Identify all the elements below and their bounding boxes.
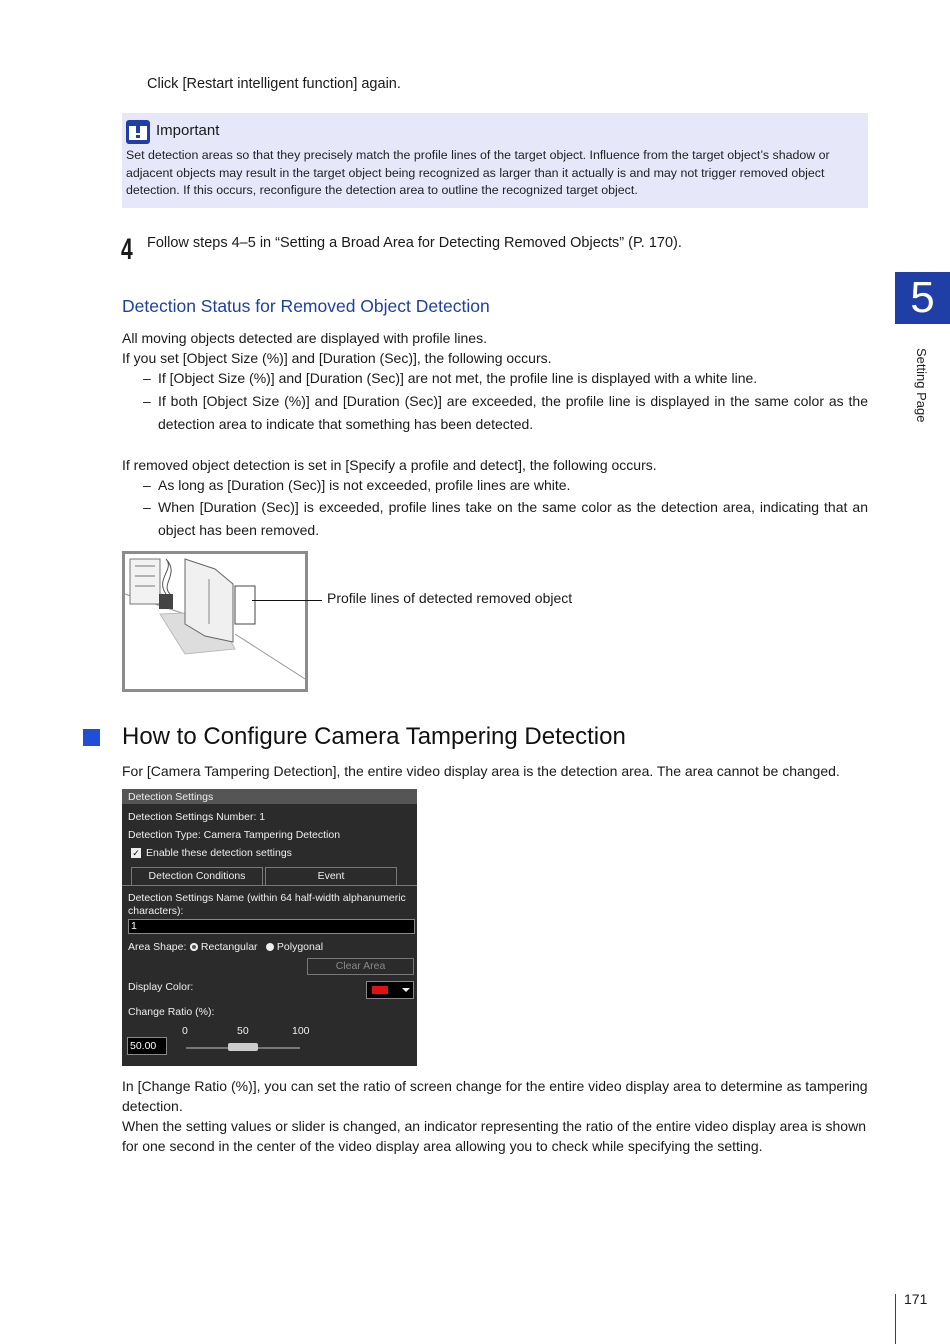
radio-polygonal-label: Polygonal	[276, 941, 324, 953]
page-number: 171	[904, 1291, 928, 1307]
tab-event[interactable]: Event	[265, 867, 397, 886]
tick-label: 100	[292, 1025, 310, 1037]
area-shape-label: Area Shape:	[128, 941, 187, 953]
paragraph: If removed object detection is set in [Specify a profile and detect], the following occurs.	[122, 457, 657, 473]
slider-handle[interactable]	[228, 1043, 258, 1051]
name-label: Detection Settings Name (within 64 half-width alphanumeric characters):	[128, 892, 406, 917]
page-number-rule	[895, 1294, 896, 1344]
radio-polygonal[interactable]	[266, 941, 323, 953]
paragraph: In [Change Ratio (%)], you can set the ratio of screen change for the entire video display area to determine as tampering detection.	[122, 1078, 868, 1114]
display-color-select[interactable]	[366, 981, 414, 999]
step-number: 4	[121, 233, 133, 266]
color-swatch	[372, 986, 388, 994]
enable-checkbox[interactable]: ✓	[132, 848, 140, 858]
detection-settings-panel	[122, 789, 417, 1066]
section-heading-tampering: How to Configure Camera Tampering Detection	[122, 723, 626, 750]
paragraph: When the setting values or slider is changed, an indicator representing the ratio of the entire video display area is shown for one second in the center of the video display area allowing you to check while specifying the setting.	[122, 1118, 866, 1154]
important-title: Important	[156, 122, 220, 139]
name-input[interactable]: 1	[128, 919, 415, 934]
heading-square-icon	[83, 729, 100, 746]
tick-label: 50	[237, 1025, 249, 1037]
change-ratio-label: Change Ratio (%):	[128, 1006, 215, 1018]
detection-number: Detection Settings Number: 1	[128, 811, 266, 823]
callout-line	[252, 600, 322, 601]
display-color-label: Display Color:	[128, 981, 194, 993]
clear-area-button[interactable]: Clear Area	[307, 958, 414, 975]
callout-label: Profile lines of detected removed object	[327, 590, 573, 606]
paragraph: All moving objects detected are displayed with profile lines.	[122, 330, 487, 346]
panel-title: Detection Settings	[128, 791, 214, 803]
paragraph: For [Camera Tampering Detection], the entire video display area is the detection area. The area cannot be changed.	[122, 763, 840, 779]
enable-label: Enable these detection settings	[146, 847, 292, 859]
section-heading-removed: Detection Status for Removed Object Detection	[122, 296, 490, 316]
change-ratio-input[interactable]: 50.00	[127, 1037, 167, 1055]
chevron-down-icon	[402, 988, 410, 992]
chapter-tab: 5	[895, 272, 950, 324]
detection-type: Detection Type: Camera Tampering Detection	[128, 829, 341, 841]
chapter-label: Setting Page	[914, 348, 929, 423]
radio-off-icon	[266, 943, 274, 951]
radio-on-icon	[190, 943, 198, 951]
step4-text: Follow steps 4–5 in “Setting a Broad Area for Detecting Removed Objects” (P. 170).	[147, 235, 682, 251]
radio-rectangular-label: Rectangular	[200, 941, 258, 953]
tab-detection-conditions[interactable]: Detection Conditions	[131, 867, 263, 886]
paragraph: If you set [Object Size (%)] and [Duration (Sec)], the following occurs.	[122, 350, 552, 366]
removed-object-illustration	[122, 551, 308, 692]
important-body: Set detection areas so that they precisely match the profile lines of the target object. Influence from the target object’s shadow or adjacent objects may result in the target object being recognized as larger than it actually is and may not trigger removed object detection. If this occurs, reconfigure the detection area to outline the recognized target object.	[126, 148, 830, 197]
important-icon	[126, 120, 150, 144]
tick-label: 0	[182, 1025, 188, 1037]
radio-rectangular[interactable]	[190, 941, 258, 953]
step-text-restart: Click [Restart intelligent function] again.	[147, 76, 401, 92]
tab-divider	[122, 885, 417, 886]
